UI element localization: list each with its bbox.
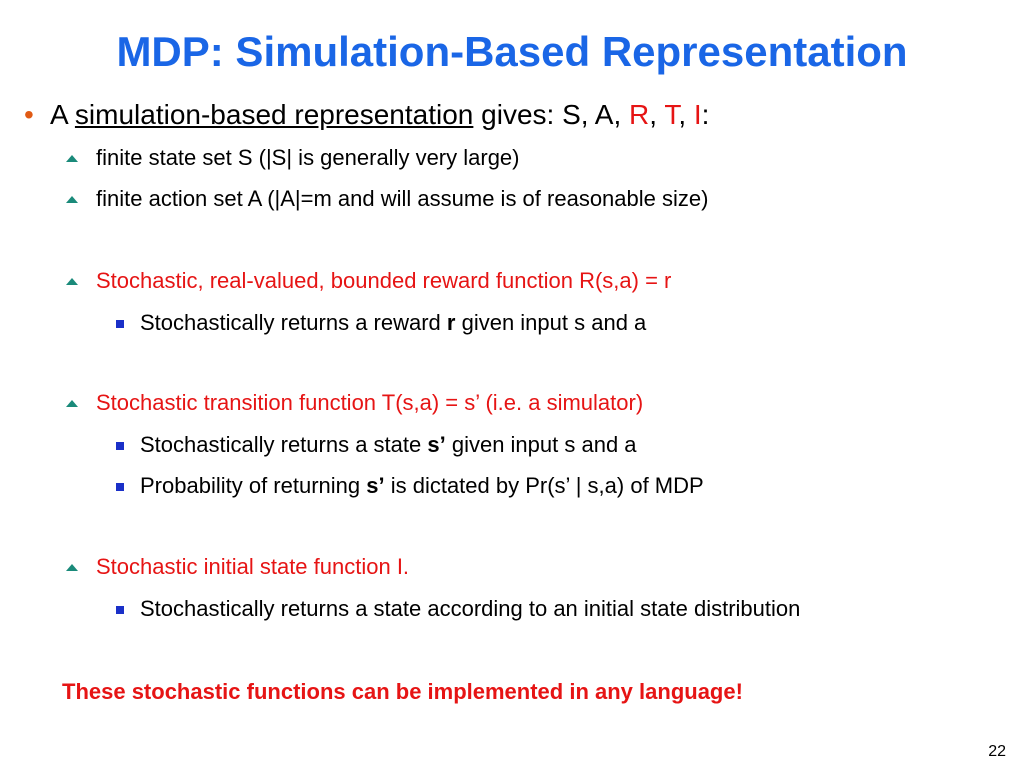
- square-bullet-icon: [116, 483, 124, 491]
- reward-sub-text-a: Stochastically returns a reward: [140, 310, 447, 335]
- item-action-set: finite action set A (|A|=m and will assume is of reasonable size): [96, 186, 709, 211]
- main-bullet-underlined: simulation-based representation: [74, 99, 474, 130]
- item-reward-sub: [140, 309, 646, 337]
- reward-sub-text-b: r: [446, 310, 456, 335]
- main-bullet-sep2: ,: [678, 99, 694, 130]
- item-reward-function: Stochastic, real-valued, bounded reward function R(s,a) = r: [96, 268, 672, 293]
- item-transition-function: Stochastic transition function T(s,a) = s’ (i.e. a simulator): [96, 390, 644, 415]
- main-bullet-t: T: [664, 99, 679, 130]
- trans-sub1-text-b: s’: [427, 432, 446, 457]
- item-initial-function: Stochastic initial state function I.: [96, 554, 410, 579]
- reward-sub-text-c: given input s and a: [455, 310, 647, 335]
- arrow-up-bullet-icon: [66, 400, 78, 407]
- square-bullet-icon: [116, 442, 124, 450]
- arrow-up-bullet-icon: [66, 155, 78, 162]
- slide-title: MDP: Simulation-Based Representation: [116, 28, 908, 75]
- item-initial-sub: Stochastically returns a state according to an initial state distribution: [140, 596, 801, 621]
- main-bullet-i: I: [693, 99, 702, 130]
- trans-sub1-text-c: given input s and a: [445, 432, 637, 457]
- main-bullet-sep1: ,: [649, 99, 665, 130]
- item-transition-sub2: [140, 472, 704, 500]
- trans-sub2-text-b: s’: [366, 473, 385, 498]
- arrow-up-bullet-icon: [66, 564, 78, 571]
- main-bullet-r: R: [629, 99, 650, 130]
- arrow-up-bullet-icon: [66, 196, 78, 203]
- main-bullet: [50, 97, 709, 133]
- main-bullet-middle: gives: S, A,: [473, 99, 630, 130]
- main-bullet-suffix: :: [701, 99, 710, 130]
- item-state-set: finite state set S (|S| is generally very large): [96, 145, 520, 170]
- trans-sub2-text-c: is dictated by Pr(s’ | s,a) of MDP: [384, 473, 704, 498]
- trans-sub2-text-a: Probability of returning: [140, 473, 367, 498]
- page-number: 22: [988, 743, 1006, 760]
- square-bullet-icon: [116, 606, 124, 614]
- arrow-up-bullet-icon: [66, 278, 78, 285]
- main-bullet-prefix: A: [50, 99, 75, 130]
- square-bullet-icon: [116, 320, 124, 328]
- item-transition-sub1: [140, 431, 637, 459]
- bullet-dot-icon: •: [24, 99, 34, 130]
- footer-note: These stochastic functions can be implemented in any language!: [62, 679, 743, 704]
- trans-sub1-text-a: Stochastically returns a state: [140, 432, 428, 457]
